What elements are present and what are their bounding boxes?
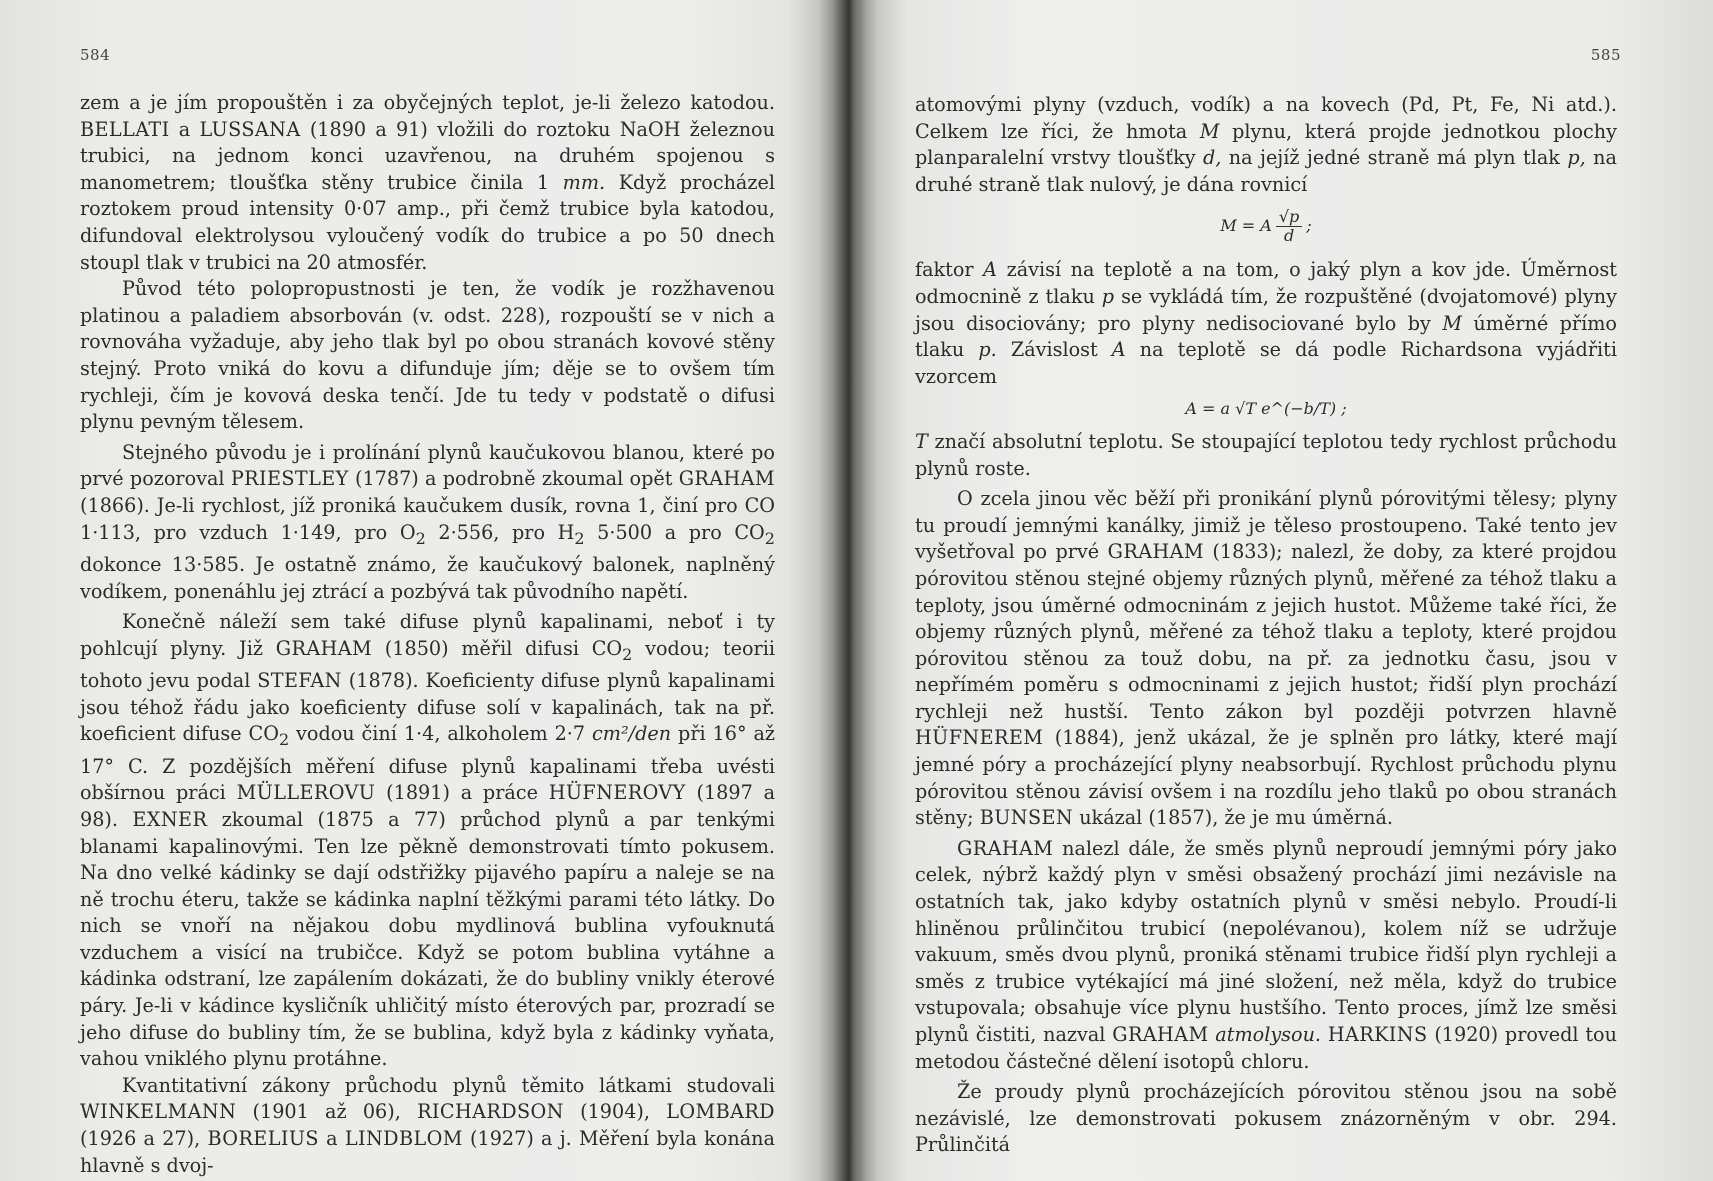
- page-number-right: 585: [1590, 46, 1621, 64]
- left-page-text: [80, 90, 775, 1179]
- paragraph: Kvantitativní zákony průchodu plynů těmito látkami studovali WINKELMANN (1901 až 06), RICHARDSON (1904), LOMBARD (1926 a 27), BORELIUS a LINDBLOM (1927) a j. Měření byla konána hlavně s dvoj-: [80, 1073, 775, 1177]
- paragraph: T značí absolutní teplotu. Se stoupající teplotou tedy rychlost průchodu plynů roste.: [915, 429, 1617, 480]
- author-name: GRAHAM: [275, 636, 373, 660]
- right-page-text: [915, 92, 1617, 1159]
- author-name: GRAHAM: [957, 836, 1054, 860]
- author-name: HÜFNEREM: [915, 726, 1044, 750]
- author-name: BELLATI: [80, 117, 170, 141]
- paragraph: Konečně náleží sem také difuse plynů kapalinami, neboť i ty pohlcují plyny. Již GRAHAM (1850) měřil difusi $CO_2$ vodou; teorii tohoto jevu podal STEFAN (1878). Koeficienty difuse plynů kapalinami jsou téhož řádu jako koeficienty difuse solí v kapalinách, tak na př. koeficient difuse $CO_2$ vodou činí 1·4, alkoholem 2·7 cm²/den při 16° až 17° C. Z pozdějších měření difuse plynů kapalinami třeba uvésti obšírnou práci MÜLLEROVU (1891) a práce HÜFNEROVY (1897 a 98). EXNER zkoumal (1875 a 77) průchod plynů a par tenkými blanami kapalinovými. Ten lze pěkně demonstrovati tímto pokusem. Na dno velké kádinky se dají odstřižky pijavého papíru a naleje se na ně trochu éteru, takže se kádinka naplní těžkými parami této látky. Do nich se vnoří na nějakou dobu mydlinová bublina vyfouknutá vzduchem a visící na trubičce. Když se potom bublina vytáhne a kádinka odstraní, lze zapálením dokázati, že do bubliny vnikly éterové páry. Je-li v kádince kysličník uhličitý místo éterových par, prozradí se jeho difuse do bubliny tím, že se bublina, když byla z kádinky vyňata, vahou vniklého plynu protáhne.: [80, 610, 776, 1071]
- book-spine-shadow: [818, 0, 878, 1181]
- paragraph: faktor A závisí na teplotě a na tom, o jaký plyn a kov jde. Úměrnost odmocnině z tlaku p se vykládá tím, že rozpuštěné (dvojatomové) plyny jsou disociovány; pro plyny nedisociované bylo by M úměrné přímo tlaku p. Závislost A na teplotě se dá podle Richardsona vyjádřiti vzorcem: [915, 258, 1617, 388]
- author-name: PRIESTLEY: [230, 467, 349, 491]
- author-name: GRAHAM: [678, 467, 775, 491]
- author-name: MÜLLEROVU: [236, 781, 376, 805]
- author-name: LINDBLOM: [344, 1127, 463, 1151]
- fraction: $\frac{√p}{d}$: [1276, 208, 1302, 245]
- paragraph: O zcela jinou věc běží při pronikání plynů pórovitými tělesy; plyny tu proudí jemnými kanálky, jimiž je těleso prostoupeno. Také tento jev vyšetřoval po prvé GRAHAM (1833); nalezl, že doby, za které projdou pórovitou stěnou stejné objemy různých plynů, měřené za téhož tlaku a teploty, jsou úměrné odmocninám z jejich hustot. Můžeme také říci, že objemy různých plynů, měřené za téhož tlaku a teploty, které projdou pórovitou stěnou za touž dobu, na př. za jednotku času, jsou v nepřímém poměru s odmocninami z jejich hustot; řidší plyn prochází rychleji než hustší. Tento zákon byl později potvrzen hlavně HÜFNEREM (1884), jenž ukázal, že je splněn pro látky, které mají jemné póry a procházející plyny neabsorbují. Rychlost průchodu plynu pórovitou stěnou závisí ovšem i na rozdílu jeho tlaků po obou stranách stěny; BUNSEN ukázal (1857), že je mu úměrná.: [915, 487, 1617, 830]
- paragraph: atomovými plyny (vzduch, vodík) a na kovech (Pd, Pt, Fe, Ni atd.). Celkem lze říci, že hmota M plynu, která projde jednotkou plochy planparalelní vrstvy tloušťky d, na jejíž jedné straně má plyn tlak p, na druhé straně tlak nulový, je dána rovnicí: [915, 93, 1617, 196]
- author-name: STEFAN: [257, 669, 342, 693]
- formula-richardson: A = a √T e^(−b/T) ;: [1185, 399, 1347, 419]
- author-name: RICHARDSON: [417, 1100, 564, 1124]
- author-name: GRAHAM: [1107, 540, 1204, 564]
- author-name: HÜFNEROVY: [548, 781, 686, 805]
- paragraph: Že proudy plynů procházejících pórovitou stěnou jsou na sobě nezávislé, lze demonstrovati pokusem znázorněným v obr. 294. Průlinčitá: [915, 1080, 1617, 1157]
- left-page: [0, 0, 830, 1181]
- right-page: [880, 0, 1713, 1181]
- page-number-left: 584: [80, 46, 111, 64]
- paragraph: zem a je jím propouštěn i za obyčejných teplot, je-li železo katodou. BELLATI a LUSSANA (1890 a 91) vložili do roztoku NaOH železnou trubici, na jednom konci uzavřenou, na druhém spojenou s manometrem; tloušťka stěny trubice činila 1 mm. Když procházel roztokem proud intensity 0·07 amp., při čemž trubice byla katodou, difundoval elektrolysou vyloučený vodík do trubice a po 50 dnech stoupl tlak v trubici na 20 atmosfér.: [80, 91, 775, 274]
- formula-mass: M = A $\frac{√p}{d}$ ;: [1220, 207, 1312, 246]
- author-name: EXNER: [132, 807, 208, 831]
- author-name: GRAHAM: [1112, 1023, 1209, 1046]
- author-name: LOMBARD: [666, 1100, 775, 1124]
- paragraph: Původ této polopropustnosti je ten, že vodík je rozžhavenou platinou a paladiem absorbován (v. odst. 228), rozpouští se v nich a rovnováha vyžaduje, aby jeho tlak byl po obou stranách kovové stěny stejný. Proto vniká do kovu a difunduje jím; děje se to ovšem tím rychleji, čím je kovová deska tenčí. Jde tu tedy v podstatě o difusi plynu pevným tělesem.: [80, 277, 775, 434]
- author-name: BORELIUS: [207, 1127, 319, 1151]
- author-name: LUSSANA: [199, 117, 301, 141]
- author-name: HARKINS: [1327, 1023, 1428, 1046]
- author-name: BUNSEN: [979, 806, 1074, 830]
- paragraph: Stejného původu je i prolínání plynů kaučukovou blanou, které po prvé pozoroval PRIESTLEY (1787) a podrobně zkoumal opět GRAHAM (1866). Je-li rychlost, jíž proniká kaučukem dusík, rovna 1, činí pro CO 1·113, pro vzduch 1·149, pro $O_2$ 2·556, pro $H_2$ 5·500 a pro $CO_2$ dokonce 13·585. Je ostatně známo, že kaučukový balonek, naplněný vodíkem, ponenáhlu jej ztrácí a pozbývá tak původního napětí.: [80, 440, 775, 603]
- author-name: WINKELMANN: [80, 1100, 237, 1124]
- paragraph: GRAHAM nalezl dále, že směs plynů neproudí jemnými póry jako celek, nýbrž každý plyn v směsi obsažený prochází jimi nezávisle na ostatních tak, jako kdyby ostatních plynů v směsi nebylo. Proudí-li hliněnou průlinčitou trubicí (nepolévanou), kolem níž se udržuje vakuum, směs dvou plynů, proniká stěnami trubice řidší plyn rychleji a směs z trubice vytékající má jiné složení, než měla, když do trubice vstupovala; obsahuje více plynu hustšího. Tento proces, jímž lze směsi plynů čistiti, nazval GRAHAM atmolysou. HARKINS (1920) provedl tou metodou částečné dělení isotopů chloru.: [915, 836, 1617, 1073]
